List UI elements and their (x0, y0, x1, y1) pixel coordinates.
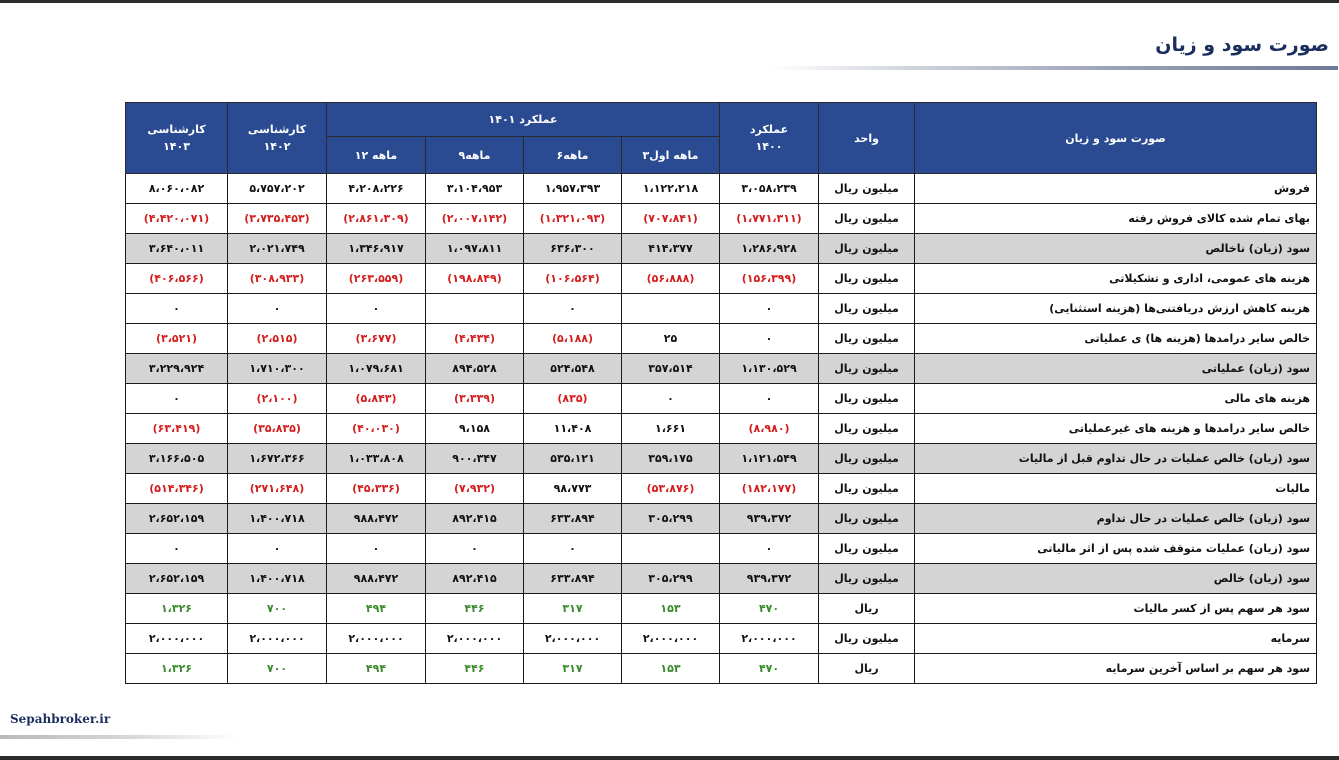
table-row (126, 234, 1317, 264)
cell-e1402: ۲،۰۲۱،۷۴۹ (228, 234, 327, 264)
cell-m6: ۰ (524, 534, 622, 564)
cell-q3: ۴۱۴،۳۷۷ (622, 234, 720, 264)
cell-e1402: (۳۰۸،۹۳۳) (228, 264, 327, 294)
cell-e1402: ۷۰۰ (228, 654, 327, 684)
cell-unit: میلیون ریال (819, 294, 915, 324)
cell-m9: (۳،۳۳۹) (426, 384, 524, 414)
cell-m9: ۸۹۲،۴۱۵ (426, 504, 524, 534)
cell-label: سود (زیان) خالص (915, 564, 1317, 594)
header-unit: واحد (819, 103, 915, 174)
cell-q3: ۰ (622, 384, 720, 414)
cell-m12: (۵،۸۴۳) (327, 384, 426, 414)
cell-m9: ۸۹۴،۵۲۸ (426, 354, 524, 384)
cell-p1400: (۸،۹۸۰) (720, 414, 819, 444)
cell-unit: میلیون ریال (819, 564, 915, 594)
cell-e1403: (۶۳،۴۱۹) (126, 414, 228, 444)
bottom-border (0, 756, 1339, 760)
table-row (126, 534, 1317, 564)
header-performance-1401: عملکرد ۱۴۰۱ (327, 103, 720, 137)
cell-e1403: ۱،۳۲۶ (126, 654, 228, 684)
cell-m12: ۰ (327, 534, 426, 564)
cell-m9: (۴،۴۳۴) (426, 324, 524, 354)
cell-e1402: (۲۷۱،۶۴۸) (228, 474, 327, 504)
cell-m12: (۲۶۳،۵۵۹) (327, 264, 426, 294)
cell-q3: (۵۶،۸۸۸) (622, 264, 720, 294)
cell-label: هزینه کاهش ارزش دریافتنی‌ها (هزینه استثنایی) (915, 294, 1317, 324)
cell-m9: ۹،۱۵۸ (426, 414, 524, 444)
cell-m9: ۲،۰۰۰،۰۰۰ (426, 624, 524, 654)
table-row (126, 294, 1317, 324)
cell-m6: ۰ (524, 294, 622, 324)
cell-m6: (۵،۱۸۸) (524, 324, 622, 354)
cell-e1402: (۲،۱۰۰) (228, 384, 327, 414)
cell-label: سود هر سهم بر اساس آخرین سرمایه (915, 654, 1317, 684)
cell-unit: میلیون ریال (819, 354, 915, 384)
header-expert-1403-line1: کارشناسی (147, 123, 206, 136)
cell-unit: میلیون ریال (819, 504, 915, 534)
cell-m6: ۹۸،۷۷۳ (524, 474, 622, 504)
cell-m6: ۳۱۷ (524, 654, 622, 684)
cell-label: هزینه های مالی (915, 384, 1317, 414)
cell-m12: ۱،۰۷۹،۶۸۱ (327, 354, 426, 384)
footer-line (0, 735, 240, 739)
cell-e1402: (۳۵،۸۳۵) (228, 414, 327, 444)
cell-label: بهای تمام شده کالای فروش رفته (915, 204, 1317, 234)
cell-e1402: ۰ (228, 534, 327, 564)
cell-e1403: (۴،۴۲۰،۰۷۱) (126, 204, 228, 234)
top-border (0, 0, 1339, 3)
cell-e1402: ۱،۴۰۰،۷۱۸ (228, 504, 327, 534)
cell-p1400: ۳،۰۵۸،۲۳۹ (720, 174, 819, 204)
cell-q3: (۷۰۷،۸۴۱) (622, 204, 720, 234)
cell-q3: ۳۰۵،۲۹۹ (622, 504, 720, 534)
cell-m9: (۷،۹۳۲) (426, 474, 524, 504)
cell-unit: میلیون ریال (819, 174, 915, 204)
table-row (126, 174, 1317, 204)
cell-e1402: ۲،۰۰۰،۰۰۰ (228, 624, 327, 654)
cell-m12: ۹۸۸،۴۷۲ (327, 504, 426, 534)
cell-m12: ۹۸۸،۴۷۲ (327, 564, 426, 594)
cell-e1403: ۳،۶۴۰،۰۱۱ (126, 234, 228, 264)
cell-q3: ۱۵۳ (622, 654, 720, 684)
cell-p1400: ۱،۱۳۰،۵۲۹ (720, 354, 819, 384)
table-row (126, 624, 1317, 654)
table-row (126, 474, 1317, 504)
cell-unit: میلیون ریال (819, 384, 915, 414)
cell-e1403: ۱،۳۲۶ (126, 594, 228, 624)
cell-label: سود (زیان) عملیاتی (915, 354, 1317, 384)
cell-m12: ۴،۲۰۸،۲۲۶ (327, 174, 426, 204)
header-expert-1402-line1: کارشناسی (247, 123, 307, 136)
cell-e1403: ۸،۰۶۰،۰۸۲ (126, 174, 228, 204)
cell-m12: (۲،۸۶۱،۳۰۹) (327, 204, 426, 234)
header-performance-1400 (720, 103, 819, 174)
cell-p1400: ۱،۲۸۶،۹۲۸ (720, 234, 819, 264)
cell-m6: ۱۱،۴۰۸ (524, 414, 622, 444)
cell-p1400: ۹۳۹،۳۷۲ (720, 564, 819, 594)
cell-e1402: (۳،۷۳۵،۴۵۳) (228, 204, 327, 234)
cell-unit: میلیون ریال (819, 474, 915, 504)
cell-label: هزینه های عمومی، اداری و تشکیلاتی (915, 264, 1317, 294)
cell-q3 (622, 294, 720, 324)
cell-e1403: ۲،۰۰۰،۰۰۰ (126, 624, 228, 654)
cell-m6: ۵۲۴،۵۴۸ (524, 354, 622, 384)
cell-label: سرمایه (915, 624, 1317, 654)
cell-m6: ۶۳۳،۸۹۴ (524, 504, 622, 534)
cell-m12: ۴۹۴ (327, 654, 426, 684)
table-row (126, 504, 1317, 534)
table-body (126, 174, 1317, 684)
cell-unit: میلیون ریال (819, 534, 915, 564)
table-row (126, 204, 1317, 234)
cell-p1400: ۴۷۰ (720, 654, 819, 684)
header-expert-1403 (126, 103, 228, 174)
cell-label: سود هر سهم پس از کسر مالیات (915, 594, 1317, 624)
table-row (126, 384, 1317, 414)
cell-e1403: (۳،۵۲۱) (126, 324, 228, 354)
cell-e1403: (۴۰۶،۵۶۶) (126, 264, 228, 294)
cell-e1403: ۰ (126, 534, 228, 564)
cell-unit: ریال (819, 654, 915, 684)
cell-m9: ۰ (426, 534, 524, 564)
cell-m6: ۲،۰۰۰،۰۰۰ (524, 624, 622, 654)
cell-m9: ۴۴۶ (426, 594, 524, 624)
cell-p1400: ۱،۱۲۱،۵۴۹ (720, 444, 819, 474)
table-row (126, 264, 1317, 294)
cell-unit: میلیون ریال (819, 324, 915, 354)
cell-unit: میلیون ریال (819, 264, 915, 294)
cell-e1403: ۰ (126, 384, 228, 414)
cell-label: سود (زیان) عملیات متوقف شده پس از اثر مالیاتی (915, 534, 1317, 564)
cell-m6: ۶۳۳،۸۹۴ (524, 564, 622, 594)
cell-q3: ۲۵ (622, 324, 720, 354)
cell-m9: ۴۴۶ (426, 654, 524, 684)
cell-q3: ۳۵۹،۱۷۵ (622, 444, 720, 474)
cell-m12: ۴۹۴ (327, 594, 426, 624)
cell-label: سود (زیان) ناخالص (915, 234, 1317, 264)
cell-m6: ۵۳۵،۱۲۱ (524, 444, 622, 474)
cell-m12: ۲،۰۰۰،۰۰۰ (327, 624, 426, 654)
header-6-month: ۶ماهه (524, 137, 622, 174)
cell-e1403: ۳،۱۶۶،۵۰۵ (126, 444, 228, 474)
cell-q3: ۳۵۷،۵۱۴ (622, 354, 720, 384)
table-row (126, 354, 1317, 384)
header-expert-1402-line2: ۱۴۰۲ (263, 140, 291, 153)
cell-q3: ۱،۶۶۱ (622, 414, 720, 444)
cell-q3 (622, 534, 720, 564)
header-12-month: ۱۲ ماهه (327, 137, 426, 174)
cell-m6: (۱،۳۲۱،۰۹۳) (524, 204, 622, 234)
table-row (126, 654, 1317, 684)
cell-p1400: ۹۳۹،۳۷۲ (720, 504, 819, 534)
page-title: صورت سود و زیان (1155, 34, 1329, 56)
cell-m12: ۱،۰۳۳،۸۰۸ (327, 444, 426, 474)
cell-p1400: ۰ (720, 384, 819, 414)
cell-m12: ۱،۳۴۶،۹۱۷ (327, 234, 426, 264)
cell-e1403: ۳،۲۲۹،۹۲۴ (126, 354, 228, 384)
cell-unit: ریال (819, 594, 915, 624)
cell-label: خالص سایر درامدها (هزینه ها) ی عملیاتی (915, 324, 1317, 354)
cell-label: سود (زیان) خالص عملیات در حال تداوم قبل از مالیات (915, 444, 1317, 474)
cell-e1402: ۱،۷۱۰،۳۰۰ (228, 354, 327, 384)
cell-e1402: (۲،۵۱۵) (228, 324, 327, 354)
cell-unit: میلیون ریال (819, 414, 915, 444)
cell-p1400: (۱۵۶،۳۹۹) (720, 264, 819, 294)
header-performance-1400-line2: ۱۴۰۰ (755, 140, 783, 153)
table-row (126, 564, 1317, 594)
header-expert-1403-line2: ۱۴۰۳ (163, 140, 190, 153)
table-row (126, 324, 1317, 354)
table-row (126, 444, 1317, 474)
table-row (126, 414, 1317, 444)
cell-unit: میلیون ریال (819, 204, 915, 234)
cell-unit: میلیون ریال (819, 624, 915, 654)
cell-e1403: ۲،۶۵۲،۱۵۹ (126, 564, 228, 594)
header-expert-1402 (228, 103, 327, 174)
cell-p1400: ۰ (720, 534, 819, 564)
cell-m6: ۶۳۶،۳۰۰ (524, 234, 622, 264)
header-description: صورت سود و زیان (915, 103, 1317, 174)
cell-m9: ۳،۱۰۴،۹۵۳ (426, 174, 524, 204)
table-row (126, 594, 1317, 624)
cell-m6: (۸۳۵) (524, 384, 622, 414)
header-performance-1400-line1: عملکرد (749, 123, 789, 136)
header-3-month: ۳ماهه اول (622, 137, 720, 174)
cell-e1402: ۷۰۰ (228, 594, 327, 624)
cell-m9: (۱۹۸،۸۴۹) (426, 264, 524, 294)
cell-m12: ۰ (327, 294, 426, 324)
cell-m9 (426, 294, 524, 324)
cell-q3: ۲،۰۰۰،۰۰۰ (622, 624, 720, 654)
header-9-month: ۹ماهه (426, 137, 524, 174)
cell-e1402: ۵،۷۵۷،۲۰۲ (228, 174, 327, 204)
cell-p1400: (۱۸۲،۱۷۷) (720, 474, 819, 504)
cell-m6: ۱،۹۵۷،۳۹۳ (524, 174, 622, 204)
cell-m9: ۱،۰۹۷،۸۱۱ (426, 234, 524, 264)
cell-m12: (۴۰،۰۳۰) (327, 414, 426, 444)
cell-label: مالیات (915, 474, 1317, 504)
cell-e1403: (۵۱۴،۳۴۶) (126, 474, 228, 504)
cell-m6: (۱۰۶،۵۶۴) (524, 264, 622, 294)
cell-p1400: ۲،۰۰۰،۰۰۰ (720, 624, 819, 654)
cell-p1400: ۴۷۰ (720, 594, 819, 624)
cell-e1402: ۰ (228, 294, 327, 324)
cell-m6: ۳۱۷ (524, 594, 622, 624)
cell-p1400: ۰ (720, 324, 819, 354)
cell-q3: ۳۰۵،۲۹۹ (622, 564, 720, 594)
cell-q3: ۱،۱۲۲،۲۱۸ (622, 174, 720, 204)
cell-label: خالص سایر درامدها و هزینه های غیرعملیاتی (915, 414, 1317, 444)
cell-m12: (۳،۶۷۷) (327, 324, 426, 354)
cell-e1403: ۲،۶۵۲،۱۵۹ (126, 504, 228, 534)
cell-p1400: (۱،۷۷۱،۳۱۱) (720, 204, 819, 234)
cell-p1400: ۰ (720, 294, 819, 324)
income-statement-table (125, 102, 1317, 684)
cell-m9: (۲،۰۰۷،۱۴۲) (426, 204, 524, 234)
cell-m9: ۸۹۲،۴۱۵ (426, 564, 524, 594)
cell-e1402: ۱،۶۷۲،۳۶۶ (228, 444, 327, 474)
cell-m12: (۴۵،۳۳۶) (327, 474, 426, 504)
cell-q3: (۵۳،۸۷۶) (622, 474, 720, 504)
cell-e1403: ۰ (126, 294, 228, 324)
cell-label: سود (زیان) خالص عملیات در حال تداوم (915, 504, 1317, 534)
title-underline (770, 66, 1338, 70)
cell-unit: میلیون ریال (819, 444, 915, 474)
cell-unit: میلیون ریال (819, 234, 915, 264)
website-watermark: Sepahbroker.ir (10, 712, 111, 726)
cell-m9: ۹۰۰،۳۴۷ (426, 444, 524, 474)
cell-e1402: ۱،۴۰۰،۷۱۸ (228, 564, 327, 594)
cell-q3: ۱۵۳ (622, 594, 720, 624)
cell-label: فروش (915, 174, 1317, 204)
